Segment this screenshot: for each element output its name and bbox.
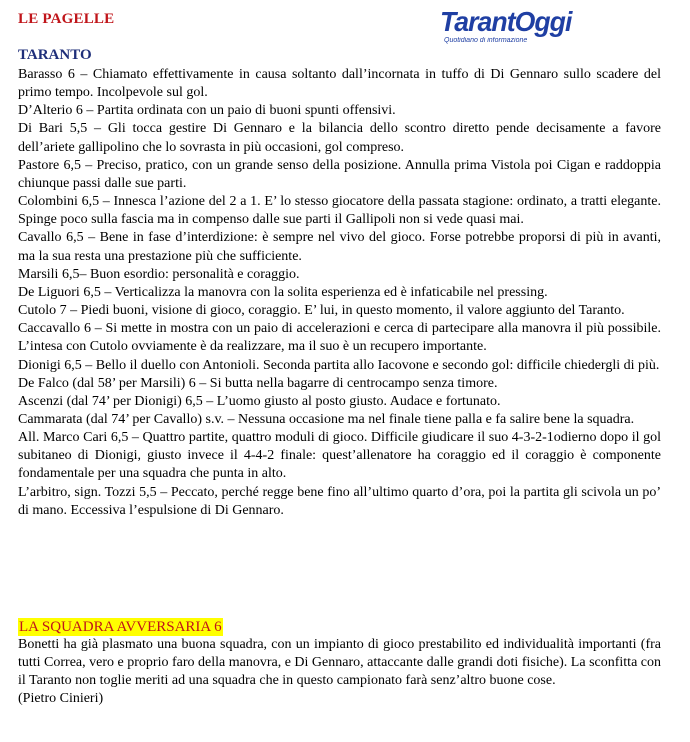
rating-paragraph: De Falco (dal 58’ per Marsili) 6 – Si butta nella bagarre di centrocampo senza timore. — [18, 375, 498, 391]
rating-paragraph: Dionigi 6,5 – Bello il duello con Antonioli. Seconda partita allo Iacovone e secondo gol: difficile chiedergli di più. — [18, 357, 660, 373]
logo-wordmark: TarantOggi — [440, 6, 572, 37]
rating-paragraph: Ascenzi (dal 74’ per Dionigi) 6,5 – L’uomo giusto al posto giusto. Audace e fortunato. — [18, 393, 501, 409]
rating-paragraph: Di Bari 5,5 – Gli tocca gestire Di Gennaro e la bilancia dello scontro diretto pende decisamente a favore dell’ariete gallipolino che lo sovrasta in più occasioni, gol compreso. — [18, 121, 661, 155]
logo-tagline: Quotidiano di informazione — [444, 37, 528, 44]
opponent-heading: LA SQUADRA AVVERSARIA 6 — [19, 619, 222, 635]
team-heading: TARANTO — [18, 47, 92, 63]
rating-paragraph: Barasso 6 – Chiamato effettivamente in causa soltanto dall’incornata in tuffo di Di Gennaro sullo scadere del primo tempo. Incolpevole sul gol. — [18, 67, 661, 101]
page-title: LE PAGELLE — [18, 11, 115, 27]
rating-paragraph: Cammarata (dal 74’ per Cavallo) s.v. – Nessuna occasione ma nel finale tiene palla e fa salire bene la squadra. — [18, 411, 635, 427]
rating-paragraph: Pastore 6,5 – Preciso, pratico, con un grande senso della posizione. Annulla prima Vistola poi Cigan e raddoppia chiunque passi dalle sue parti. — [18, 157, 661, 191]
rating-paragraph: Cutolo 7 – Piedi buoni, visione di gioco, coraggio. E’ lui, in questo momento, il valore aggiunto del Taranto. — [18, 303, 625, 319]
rating-paragraph: All. Marco Cari 6,5 – Quattro partite, quattro moduli di gioco. Difficile giudicare il suo 4-3-2-1odierno dopo il gol subitaneo di Dionigi, giusto invece il 4-4-2 finale: quest’allenatore ha coraggio ed il coraggio è componente fondamentale per una squadra che punta in alto. — [18, 430, 661, 482]
newspaper-logo — [440, 8, 616, 44]
opponent-section — [18, 636, 661, 709]
ratings-list — [18, 66, 661, 520]
rating-paragraph: De Liguori 6,5 – Verticalizza la manovra con la solita esperienza ed è infaticabile nel pressing. — [18, 284, 548, 300]
rating-paragraph: Colombini 6,5 – Innesca l’azione del 2 a 1. E’ lo stesso giocatore della passata stagione: ordinato, a tratti elegante. Spinge poco sulla fascia ma in compenso dalle sue parti il Gallipoli non si vede quasi mai. — [18, 194, 661, 228]
rating-paragraph: Cavallo 6,5 – Bene in fase d’interdizione: è sempre nel vivo del gioco. Forse potrebbe proporsi di più in avanti, ma la sua resta una prestazione più che sufficiente. — [18, 230, 661, 264]
rating-paragraph: L’arbitro, sign. Tozzi 5,5 – Peccato, perché regge bene fino all’ultimo quarto d’ora, poi la partita gli scivola un po’ di mano. Eccessiva l’espulsione di Di Gennaro. — [18, 484, 661, 518]
rating-paragraph: Caccavallo 6 – Si mette in mostra con un paio di accelerazioni e cerca di partecipare alla manovra il più possibile. L’intesa con Cutolo ovviamente è da realizzare, ma il suo è un recupero importante. — [18, 321, 661, 355]
rating-paragraph: D’Alterio 6 – Partita ordinata con un paio di buoni spunti offensivi. — [18, 103, 396, 119]
opponent-paragraph: Bonetti ha già plasmato una buona squadra, con un impianto di gioco prestabilito ed individualità importanti (fra tutti Correa, vero e proprio faro della manovra, e Di Gennaro, attaccante dalle grandi doti fisiche). La sconfitta con il Taranto non toglie meriti ad una squadra che in questo campionato farà senz’altro buone cose. — [18, 637, 661, 689]
rating-paragraph: Marsili 6,5– Buon esordio: personalità e coraggio. — [18, 266, 300, 282]
author-signature: (Pietro Cinieri) — [18, 691, 104, 707]
